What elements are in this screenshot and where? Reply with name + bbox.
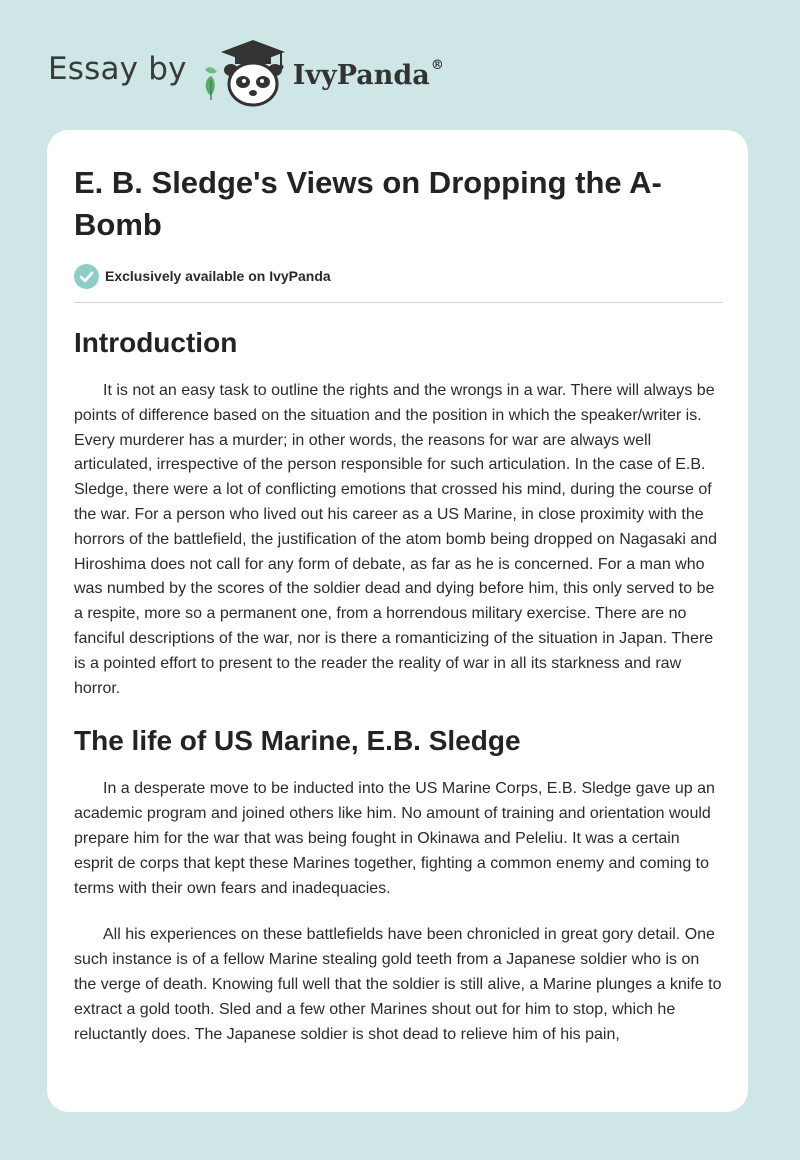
check-circle-icon bbox=[74, 264, 99, 289]
exclusive-badge-text: Exclusively available on IvyPanda bbox=[105, 268, 331, 284]
page-title: E. B. Sledge's Views on Dropping the A-Bomb bbox=[74, 165, 662, 242]
essay-by-label: Essay by bbox=[48, 51, 187, 87]
brand-name[interactable]: IvyPanda® bbox=[292, 57, 444, 91]
exclusive-badge bbox=[74, 262, 723, 290]
divider bbox=[74, 302, 723, 303]
essay-card bbox=[47, 130, 748, 1112]
section-heading-life-of-marine: The life of US Marine, E.B. Sledge bbox=[74, 725, 521, 757]
site-header bbox=[48, 36, 748, 108]
paragraph: It is not an easy task to outline the rights and the wrongs in a war. There will always be points of difference based on the situation and the position in which the speaker/writer is. Every murderer has a murder; in other words, the reasons for war are always well articulated, irrespective of the person responsible for such articulation. In the case of E.B. Sledge, there were a lot of conflicting emotions that crossed his mind, during the course of the war. For a person who lived out his career as a US Marine, in close proximity with the horrors of the battlefield, the justification of the atom bomb being dropped on Nagasaki and Hiroshima does not call for any form of debate, as far as he is concerned. For a man who was numbed by the scores of the soldier dead and dying before him, this only served to be a respite, more so a permanent one, from a horrendous military exercise. There are no fanciful descriptions of the war, nor is there a romanticizing of the situation in Japan. There is a pointed effort to present to the reader the reality of war in all its starkness and raw horror. bbox=[74, 382, 718, 697]
section-heading-introduction: Introduction bbox=[74, 327, 238, 358]
panda-graduate-icon[interactable] bbox=[201, 36, 291, 108]
paragraph: All his experiences on these battlefields have been chronicled in great gory detail. One such instance is of a fellow Marine stealing gold teeth from a Japanese soldier who is on the verge of death. Knowing full well that the soldier is still alive, a Marine plunges a knife to extract a gold tooth. Sled and a few other Marines shout out for him to stop, which he reluctantly does. The Japanese soldier is shot dead to relieve him of his pain, bbox=[74, 926, 722, 1043]
paragraph: In a desperate move to be inducted into the US Marine Corps, E.B. Sledge gave up an academic program and joined others like him. No amount of training and orientation would prepare him for the war that was being fought in Okinawa and Peleliu. It was a certain esprit de corps that kept these Marines together, fighting a common enemy and coming to terms with their own fears and inadequacies. bbox=[74, 780, 715, 897]
